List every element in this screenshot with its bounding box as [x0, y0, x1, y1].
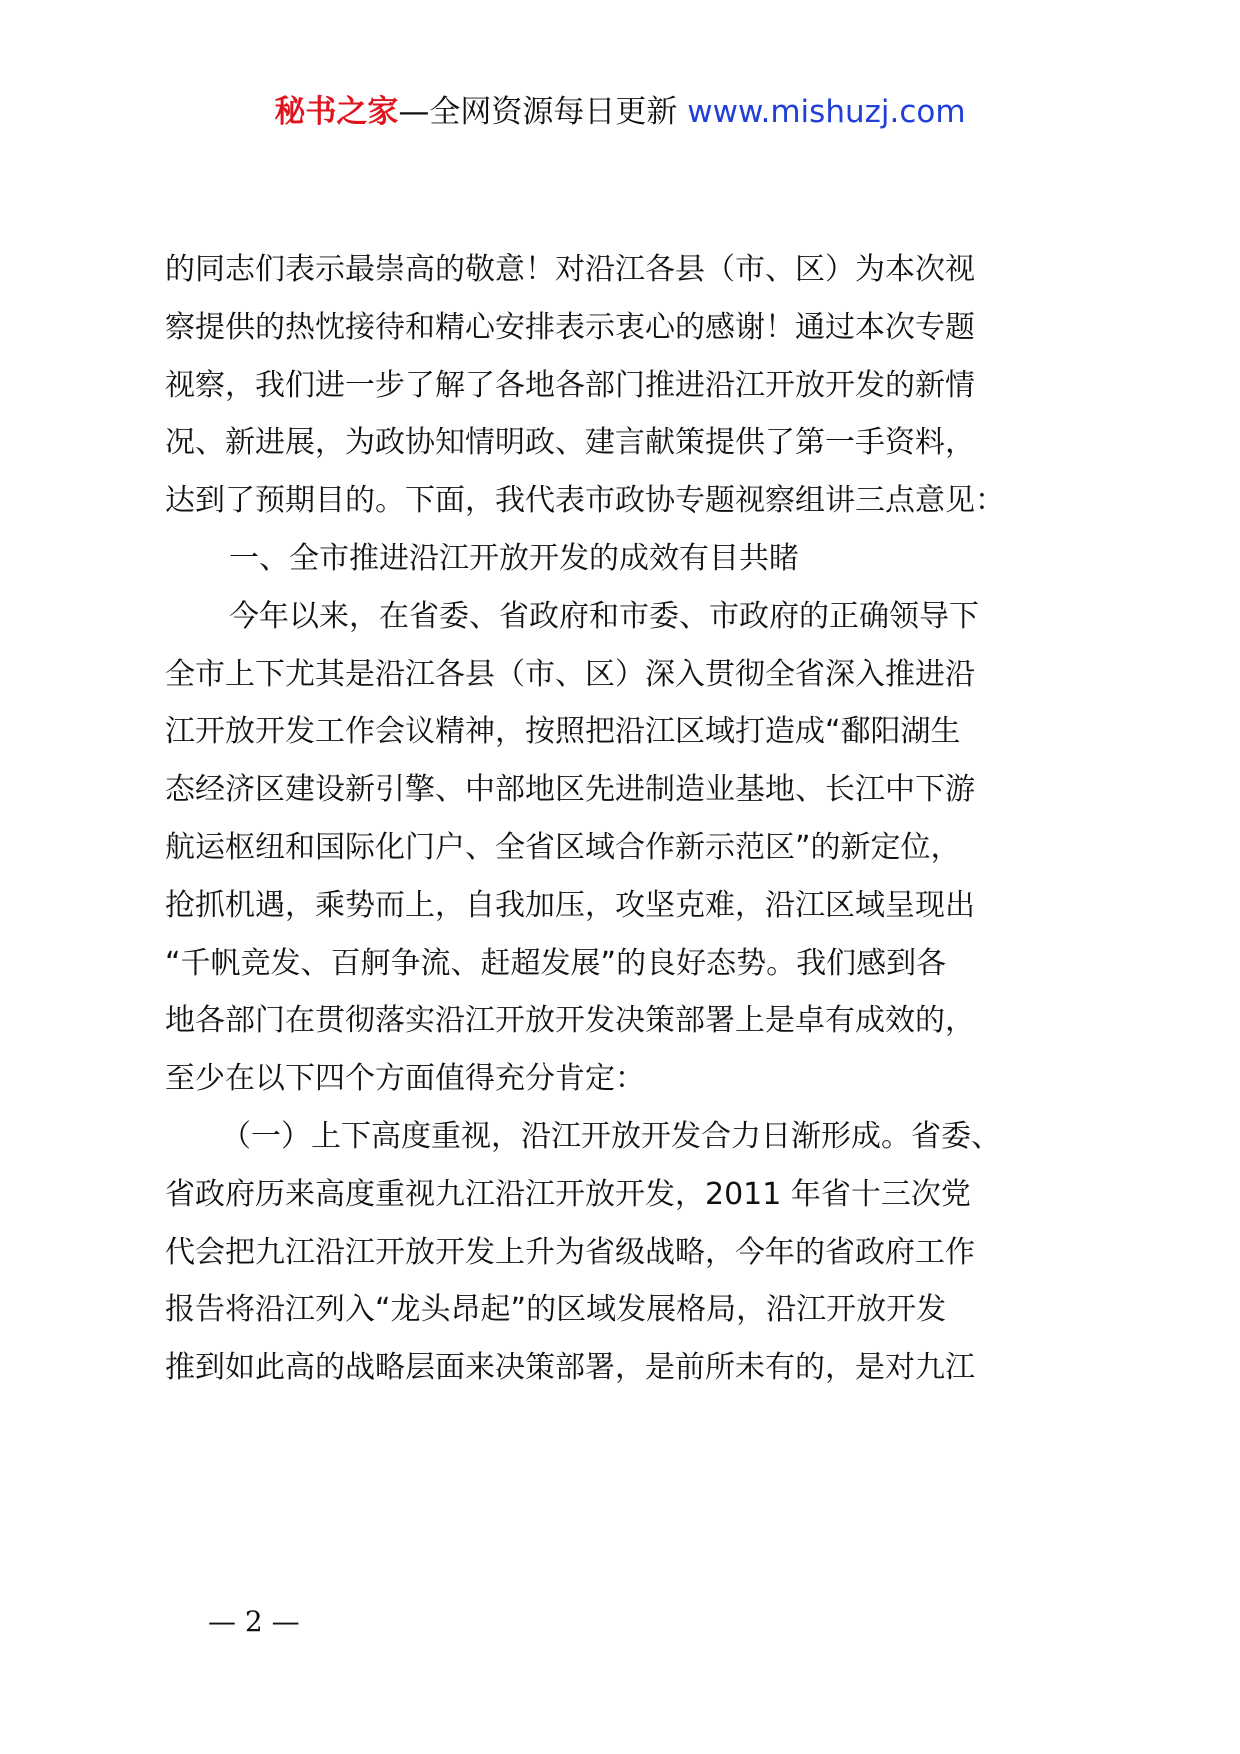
body-line: 代会把九江沿江开放开发上升为省级战略，今年的省政府工作: [165, 1234, 975, 1270]
body-line: 航运枢纽和国际化门户、全省区域合作新示范区”的新定位，: [165, 829, 961, 865]
brand-name: 秘书之家: [274, 94, 399, 130]
body-line: 全市上下尤其是沿江各县（市、区）深入贯彻全省深入推进沿: [165, 656, 975, 692]
body-line: 报告将沿江列入“龙头昂起”的区域发展格局，沿江开放开发: [165, 1292, 947, 1328]
subsection-heading: （一）上下高度重视，沿江开放开发合力日渐形成。省委、: [221, 1118, 1001, 1154]
body-line: 今年以来，在省委、省政府和市委、市政府的正确领导下: [229, 598, 979, 634]
body-line: 视察，我们进一步了解了各地各部门推进沿江开放开发的新情: [165, 367, 975, 403]
body-line: 况、新进展，为政协知情明政、建言献策提供了第一手资料，: [165, 425, 975, 461]
page-number: — 2 —: [208, 1605, 300, 1638]
body-line: 抢抓机遇，乘势而上，自我加压，攻坚克难，沿江区域呈现出: [165, 887, 975, 923]
header-slogan: —全网资源每日更新: [398, 94, 678, 130]
site-header: [0, 92, 1240, 132]
body-line: 态经济区建设新引擎、中部地区先进制造业基地、长江中下游: [165, 772, 975, 808]
body-line: 达到了预期目的。下面，我代表市政协专题视察组讲三点意见：: [165, 483, 1005, 519]
body-line: 察提供的热忱接待和精心安排表示衷心的感谢！通过本次专题: [165, 309, 975, 345]
body-line: 江开放开发工作会议精神，按照把沿江区域打造成“鄱阳湖生: [165, 714, 961, 750]
body-line: “千帆竞发、百舸争流、赶超发展”的良好态势。我们感到各: [165, 945, 947, 981]
body-line: 省政府历来高度重视九江沿江开放开发，2011 年省十三次党: [165, 1176, 971, 1212]
section-heading: 一、全市推进沿江开放开发的成效有目共睹: [229, 540, 799, 576]
header-url-link[interactable]: www.mishuzj.com: [687, 94, 966, 130]
body-line: 的同志们表示最崇高的敬意！对沿江各县（市、区）为本次视: [165, 252, 975, 287]
body-line: 地各部门在贯彻落实沿江开放开发决策部署上是卓有成效的，: [165, 1003, 975, 1039]
document-body: [165, 241, 1065, 1397]
body-line: 至少在以下四个方面值得充分肯定：: [165, 1061, 645, 1097]
body-line: 推到如此高的战略层面来决策部署，是前所未有的，是对九江: [165, 1350, 975, 1386]
